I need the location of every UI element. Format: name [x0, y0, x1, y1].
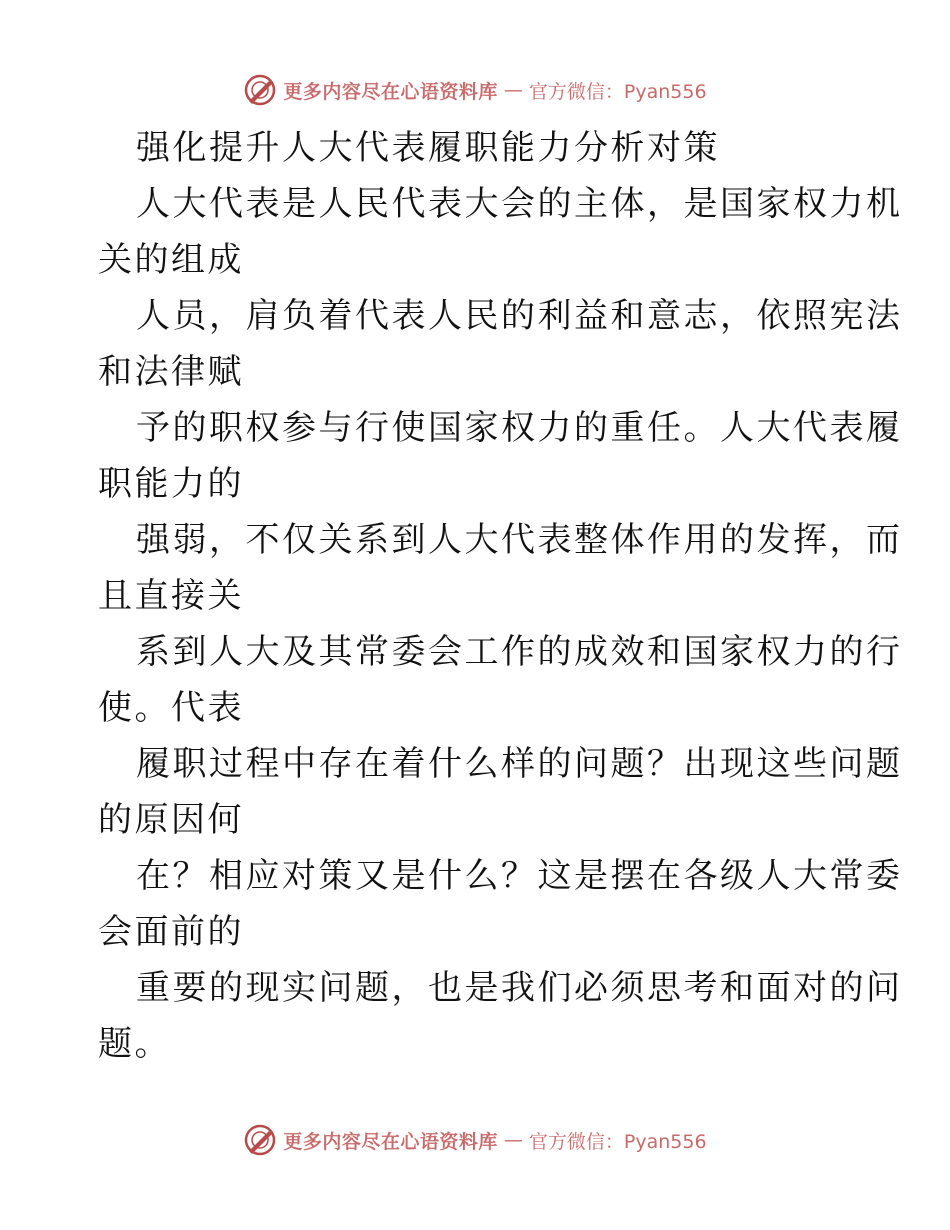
text-line: 使。代表	[98, 688, 244, 728]
text-line: 人员，肩负着代表人民的利益和意志，依照宪法	[136, 296, 903, 336]
text-line: 职能力的	[98, 464, 244, 504]
text-line: 会面前的	[98, 912, 244, 952]
text-line: 强弱，不仅关系到人大代表整体作用的发挥，而	[136, 520, 903, 560]
text-line: 和法律赋	[98, 352, 244, 392]
text-line: 且直接关	[98, 576, 244, 616]
banner-wechat: 官方微信：Pyan556	[528, 80, 707, 103]
banner-wechat: 官方微信：Pyan556	[528, 1130, 707, 1153]
text-line: 的原因何	[98, 800, 244, 840]
text-line: 人大代表是人民代表大会的主体，是国家权力机	[136, 184, 903, 224]
banner-separator: —	[503, 79, 523, 101]
banner-separator: —	[503, 1129, 523, 1151]
text-line: 重要的现实问题，也是我们必须思考和面对的问	[136, 968, 903, 1008]
banner-text: 更多内容尽在心语资料库	[283, 80, 498, 103]
text-line: 系到人大及其常委会工作的成效和国家权力的行	[136, 632, 903, 672]
text-line: 在？相应对策又是什么？这是摆在各级人大常委	[136, 856, 903, 896]
header-watermark-banner	[0, 70, 950, 110]
pen-logo-icon	[243, 1123, 277, 1157]
text-line: 履职过程中存在着什么样的问题？出现这些问题	[136, 744, 903, 784]
text-line: 题。	[98, 1024, 171, 1064]
document-title: 强化提升人大代表履职能力分析对策	[136, 128, 720, 168]
text-line: 予的职权参与行使国家权力的重任。人大代表履	[136, 408, 903, 448]
footer-watermark-banner	[0, 1120, 950, 1160]
banner-text: 更多内容尽在心语资料库	[283, 1130, 498, 1153]
pen-logo-icon	[243, 73, 277, 107]
document-body	[98, 120, 903, 1072]
text-line: 关的组成	[98, 240, 244, 280]
